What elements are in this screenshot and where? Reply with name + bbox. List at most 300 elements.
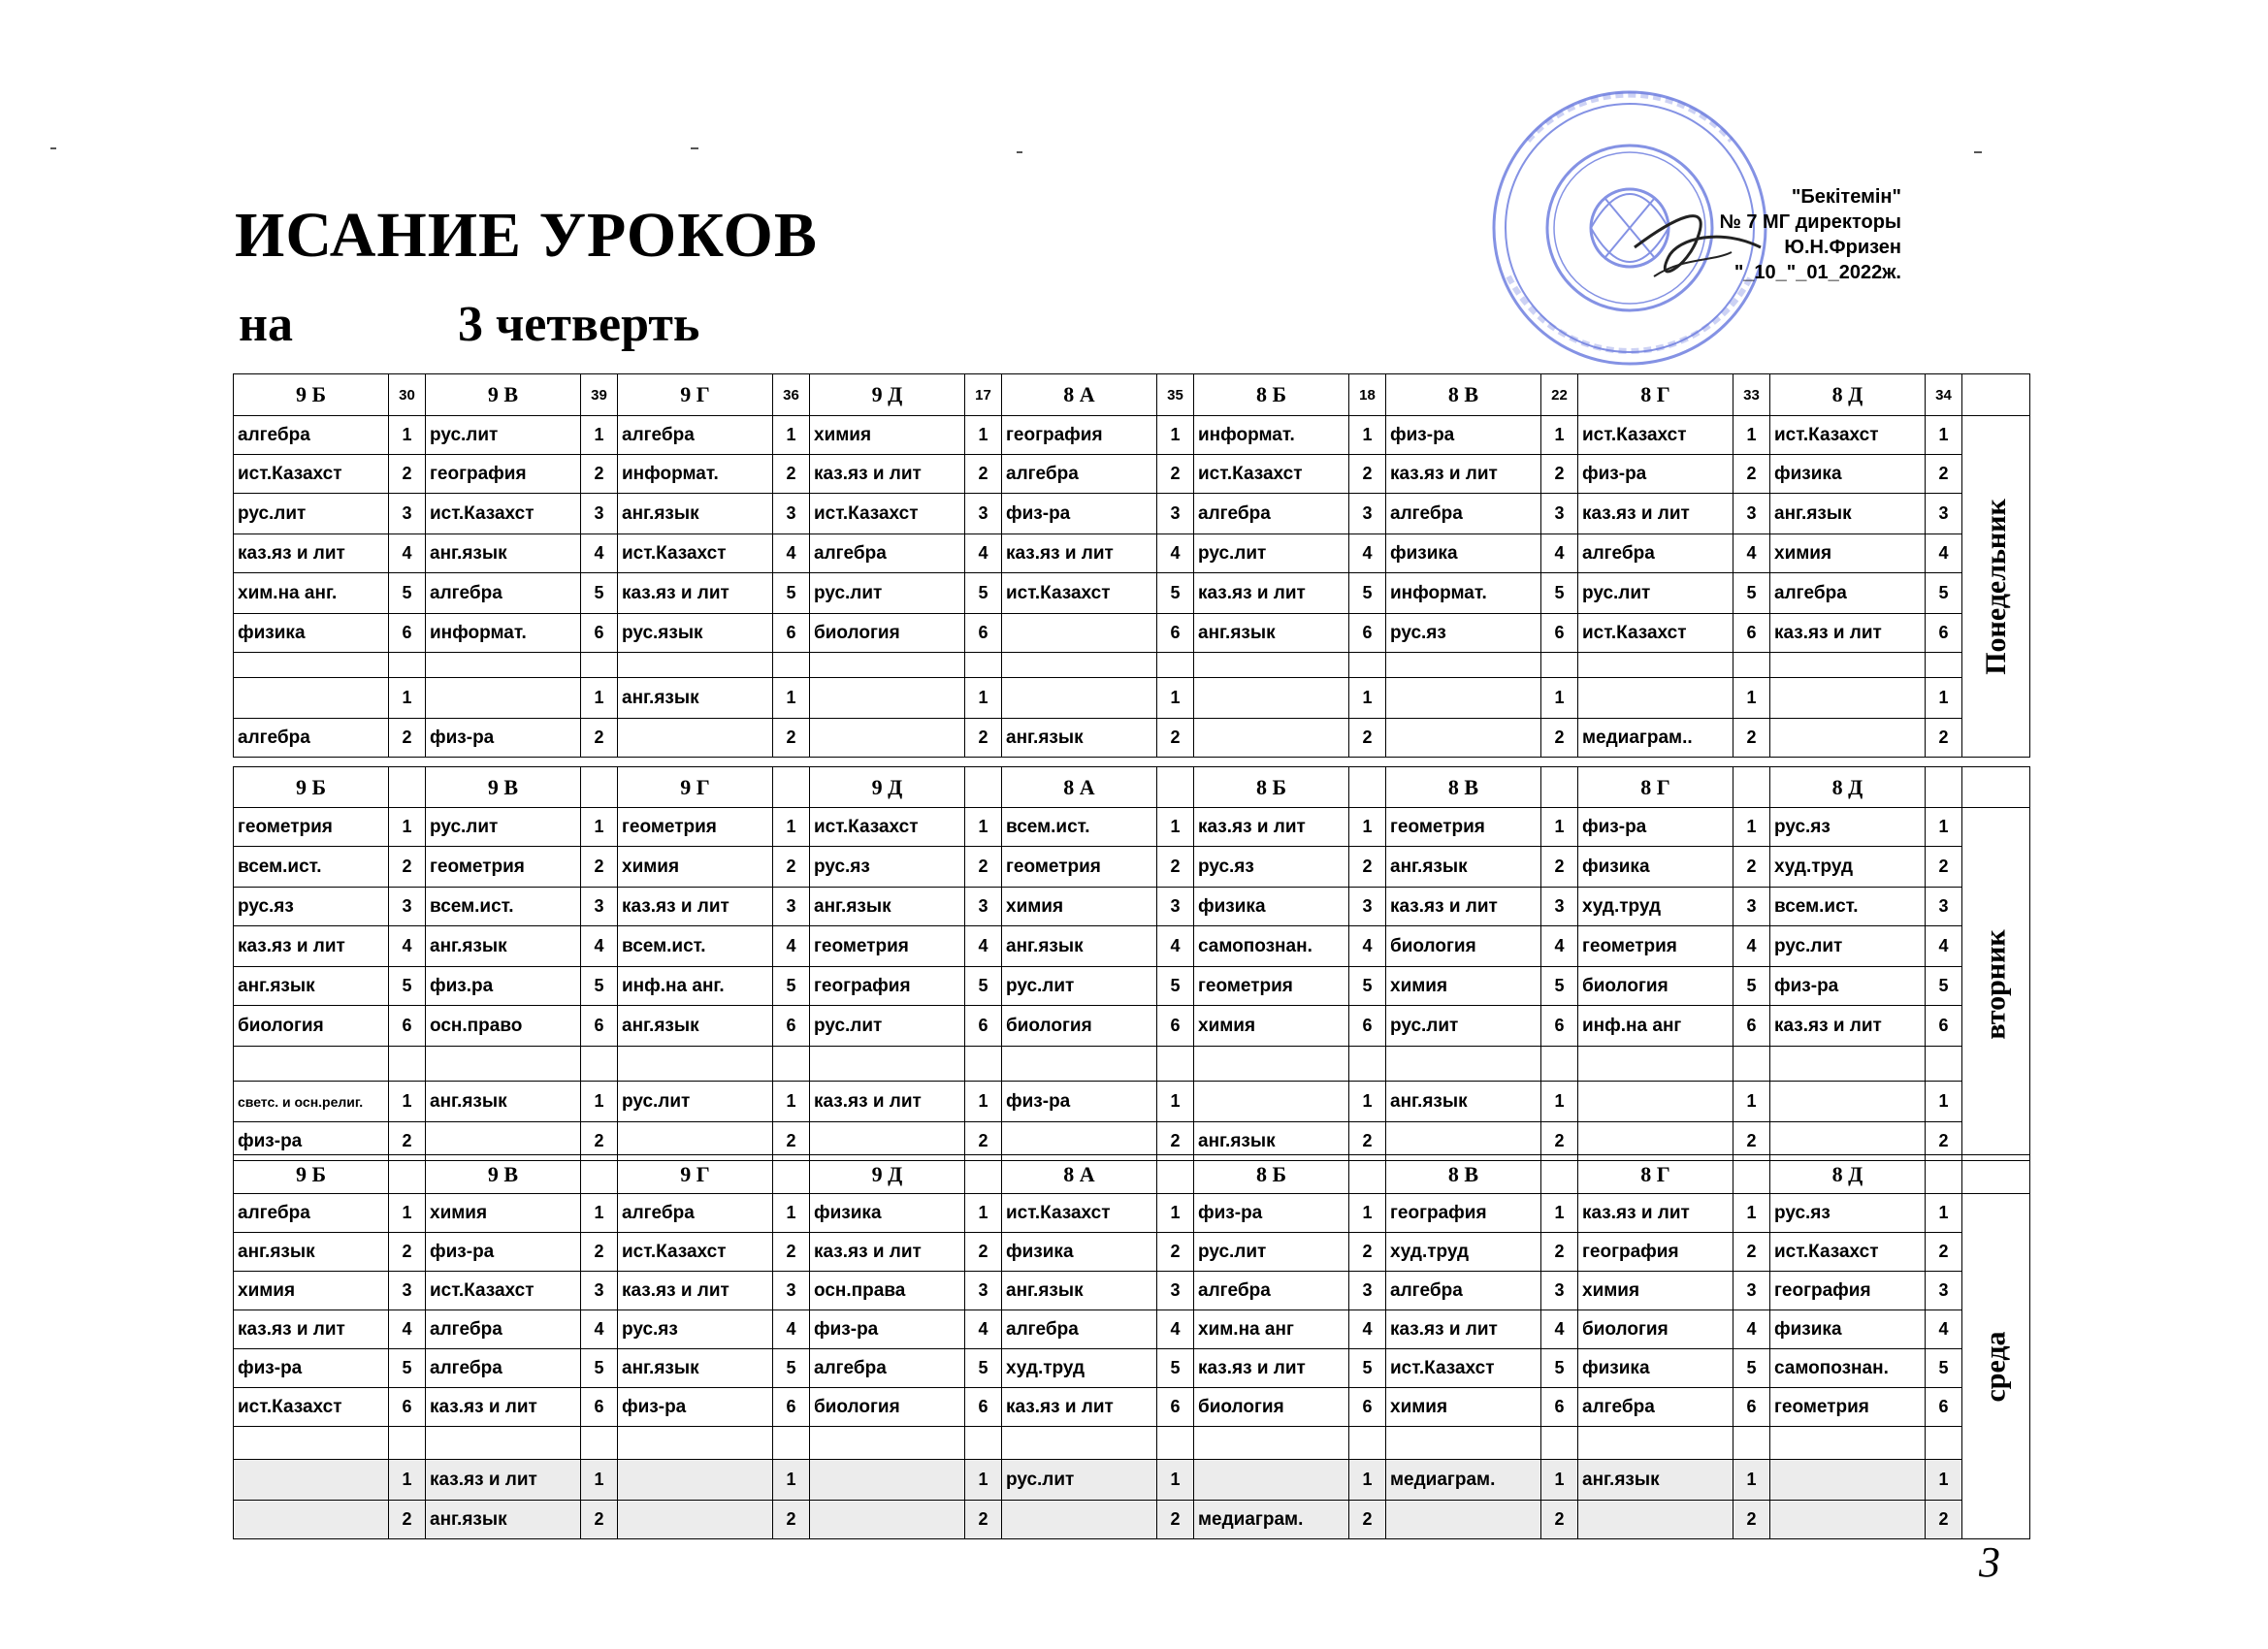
class-header: 8 В [1386,1155,1541,1194]
lesson-subject: химия [1002,888,1157,926]
lesson-number: 5 [389,573,426,614]
lesson-number: 4 [1926,534,1962,573]
lesson-subject: анг.язык [1194,1122,1349,1161]
lesson-number: 1 [389,1194,426,1233]
lesson-subject: химия [1770,534,1926,573]
lesson-subject [1002,1047,1157,1082]
room-number [389,767,426,808]
lesson-subject: анг.язык [234,1233,389,1272]
lesson-number: 1 [581,808,618,847]
lesson-number: 4 [1157,926,1194,967]
day-name: вторник [1979,928,2012,1040]
lesson-number: 5 [1541,967,1578,1006]
lesson-subject [234,653,389,678]
lesson-number: 4 [1733,926,1770,967]
lesson-subject: алгебра [1578,1388,1733,1427]
lesson-subject: анг.язык [426,926,581,967]
lesson-subject: физика [1578,1349,1733,1388]
lesson-number: 2 [965,847,1002,888]
lesson-number: 3 [1926,494,1962,534]
lesson-number: 2 [581,455,618,494]
lesson-number: 1 [389,808,426,847]
class-header: 8 А [1002,1155,1157,1194]
lesson-number: 2 [581,1501,618,1539]
lesson-subject: биология [810,1388,965,1427]
lesson-number: 2 [1733,1233,1770,1272]
class-header: 9 Д [810,767,965,808]
lesson-number: 2 [1541,847,1578,888]
lesson-subject: геометрия [1386,808,1541,847]
lesson-subject [1770,1501,1926,1539]
lesson-number: 4 [1541,534,1578,573]
lesson-number: 2 [1926,1501,1962,1539]
lesson-subject [618,1460,773,1501]
lesson-subject: каз.яз и лит [618,573,773,614]
lesson-number [1733,1047,1770,1082]
lesson-subject: физ-ра [1002,1082,1157,1122]
lesson-number: 2 [1157,455,1194,494]
lesson-number: 2 [1349,1233,1386,1272]
lesson-number: 2 [1157,1233,1194,1272]
approval-line: "_10_"_01_2022ж. [1733,262,1901,283]
lesson-subject: ист.Казахст [618,1233,773,1272]
lesson-number [1157,1047,1194,1082]
lesson-number: 1 [1926,1460,1962,1501]
lesson-number: 3 [581,494,618,534]
room-number: 34 [1926,374,1962,416]
lesson-subject: каз.яз и лит [1386,888,1541,926]
lesson-number: 5 [389,967,426,1006]
lesson-number: 4 [389,1310,426,1349]
lesson-number: 6 [389,1006,426,1047]
lesson-number [389,1427,426,1460]
class-header: 9 Г [618,1155,773,1194]
lesson-number [581,1427,618,1460]
lesson-number: 4 [965,534,1002,573]
lesson-subject: физ-ра [1002,494,1157,534]
lesson-subject: ист.Казахст [810,494,965,534]
lesson-number [1541,653,1578,678]
lesson-number [1157,653,1194,678]
lesson-subject: рус.лит [1386,1006,1541,1047]
lesson-number: 1 [965,678,1002,719]
day-name-cell [1962,808,2030,1161]
lesson-number: 1 [581,678,618,719]
lesson-number: 2 [389,1233,426,1272]
lesson-number: 2 [389,1501,426,1539]
lesson-number: 1 [1157,808,1194,847]
lesson-subject: анг.язык [1002,1272,1157,1310]
lesson-subject: физ-ра [234,1349,389,1388]
approval-line: "Бекітемін" [1791,186,1901,208]
lesson-subject [1386,678,1541,719]
lesson-subject: физ-ра [1194,1194,1349,1233]
lesson-number: 5 [389,1349,426,1388]
lesson-subject: худ.труд [1770,847,1926,888]
lesson-subject: рус.лит [1002,967,1157,1006]
lesson-number: 5 [1349,1349,1386,1388]
class-header: 9 Б [234,1155,389,1194]
page-title: ИСАНИЕ УРОКОВ [235,200,818,271]
lesson-subject [1194,653,1349,678]
lesson-number: 4 [1541,926,1578,967]
class-header: 9 В [426,1155,581,1194]
lesson-subject [1386,653,1541,678]
lesson-number: 1 [1541,678,1578,719]
lesson-subject: худ.труд [1002,1349,1157,1388]
lesson-subject: осн.права [810,1272,965,1310]
lesson-subject: ист.Казахст [1770,1233,1926,1272]
lesson-subject [810,1460,965,1501]
day-name-cell [1962,1194,2030,1539]
lesson-subject [1386,719,1541,758]
lesson-subject: анг.язык [426,534,581,573]
lesson-subject: алгебра [1002,1310,1157,1349]
lesson-number: 1 [1733,808,1770,847]
lesson-number: 1 [1349,678,1386,719]
lesson-subject: рус.лит [234,494,389,534]
lesson-number: 1 [1733,1194,1770,1233]
class-header: 9 Г [618,767,773,808]
lesson-number: 5 [773,573,810,614]
lesson-number [1157,1427,1194,1460]
class-header: 8 Г [1578,767,1733,808]
lesson-subject: худ.труд [1578,888,1733,926]
lesson-number: 1 [1349,1460,1386,1501]
lesson-subject [1386,1501,1541,1539]
lesson-subject: каз.яз и лит [1194,1349,1349,1388]
lesson-number: 4 [1349,1310,1386,1349]
class-header: 9 Б [234,767,389,808]
lesson-number: 1 [1926,1082,1962,1122]
lesson-subject: алгебра [426,1310,581,1349]
lesson-subject: анг.язык [426,1501,581,1539]
lesson-subject: анг.язык [618,1349,773,1388]
approval-line: Ю.Н.Фризен [1784,237,1901,258]
approval-block [1630,184,1901,285]
lesson-subject: алгебра [1578,534,1733,573]
lesson-number: 2 [1733,719,1770,758]
lesson-number: 3 [1733,1272,1770,1310]
room-number [1541,1155,1578,1194]
lesson-number: 5 [773,967,810,1006]
lesson-subject [234,1460,389,1501]
lesson-subject [618,719,773,758]
lesson-number: 4 [1349,926,1386,967]
lesson-subject: физ-ра [234,1122,389,1161]
lesson-subject: каз.яз и лит [618,1272,773,1310]
lesson-number: 1 [1541,416,1578,455]
lesson-subject: каз.яз и лит [1386,455,1541,494]
lesson-subject: анг.язык [1194,614,1349,653]
lesson-subject: анг.язык [426,1082,581,1122]
lesson-number: 5 [581,967,618,1006]
class-header: 8 Д [1770,767,1926,808]
lesson-number: 2 [965,455,1002,494]
room-number [389,1155,426,1194]
lesson-subject: информат. [1386,573,1541,614]
lesson-number: 2 [1926,1122,1962,1161]
class-header: 9 Д [810,1155,965,1194]
lesson-number: 2 [1349,719,1386,758]
lesson-number: 2 [1926,1233,1962,1272]
lesson-subject: алгебра [810,1349,965,1388]
lesson-subject: рус.яз [1770,1194,1926,1233]
lesson-number: 6 [581,1388,618,1427]
lesson-number: 6 [965,614,1002,653]
lesson-number: 2 [1157,1122,1194,1161]
lesson-number: 1 [389,1082,426,1122]
scan-mark [691,147,698,149]
lesson-number: 3 [1349,1272,1386,1310]
lesson-number: 6 [1733,614,1770,653]
lesson-subject: физика [1194,888,1349,926]
lesson-subject [1770,1047,1926,1082]
lesson-subject: биология [1194,1388,1349,1427]
lesson-number [773,1427,810,1460]
lesson-number: 4 [1157,1310,1194,1349]
lesson-subject: физ-ра [1578,808,1733,847]
header-end-cell [1962,1155,2030,1194]
lesson-subject: алгебра [234,1194,389,1233]
lesson-subject [1770,653,1926,678]
lesson-number: 1 [581,1194,618,1233]
lesson-number: 2 [1157,1501,1194,1539]
lesson-number: 4 [581,926,618,967]
lesson-number: 2 [1733,847,1770,888]
lesson-subject: инф.на анг. [618,967,773,1006]
lesson-number: 4 [581,1310,618,1349]
lesson-subject: всем.ист. [426,888,581,926]
lesson-subject: информат. [1194,416,1349,455]
room-number: 18 [1349,374,1386,416]
lesson-subject: ист.Казахст [1578,416,1733,455]
lesson-number: 4 [389,534,426,573]
lesson-number: 2 [1349,847,1386,888]
lesson-subject: каз.яз и лит [810,1233,965,1272]
lesson-number: 6 [1733,1006,1770,1047]
lesson-number: 6 [581,1006,618,1047]
lesson-number: 2 [581,719,618,758]
lesson-number: 5 [581,1349,618,1388]
lesson-subject: каз.яз и лит [234,534,389,573]
lesson-number: 2 [389,1122,426,1161]
class-header: 9 Д [810,374,965,416]
lesson-number: 6 [965,1388,1002,1427]
lesson-subject [1194,1427,1349,1460]
class-header: 8 Д [1770,374,1926,416]
lesson-number: 2 [389,455,426,494]
lesson-subject [1770,719,1926,758]
lesson-number: 2 [1349,1501,1386,1539]
lesson-number: 1 [581,416,618,455]
lesson-number: 6 [1541,614,1578,653]
lesson-subject [1770,1427,1926,1460]
class-header: 9 Б [234,374,389,416]
lesson-subject [1770,1460,1926,1501]
lesson-subject [426,1427,581,1460]
day-name-cell [1962,416,2030,758]
lesson-subject: химия [810,416,965,455]
lesson-number: 3 [1541,1272,1578,1310]
lesson-number: 3 [1349,888,1386,926]
lesson-subject: каз.яз и лит [234,926,389,967]
lesson-subject [234,1501,389,1539]
lesson-subject: каз.яз и лит [810,455,965,494]
lesson-subject: медиаграм. [1194,1501,1349,1539]
lesson-subject: алгебра [1770,573,1926,614]
lesson-subject [1002,614,1157,653]
lesson-number: 2 [773,719,810,758]
room-number: 30 [389,374,426,416]
lesson-number: 1 [1733,678,1770,719]
lesson-number: 4 [1733,534,1770,573]
lesson-subject [1386,1427,1541,1460]
lesson-subject: алгебра [1386,494,1541,534]
lesson-number [581,653,618,678]
lesson-number: 5 [965,967,1002,1006]
lesson-subject: алгебра [426,1349,581,1388]
lesson-number: 2 [389,847,426,888]
lesson-number: 4 [965,1310,1002,1349]
lesson-number: 1 [1926,416,1962,455]
room-number: 35 [1157,374,1194,416]
room-number [1541,767,1578,808]
lesson-subject: всем.ист. [1770,888,1926,926]
lesson-subject: рус.яз [1770,808,1926,847]
lesson-subject [1578,1427,1733,1460]
lesson-number: 1 [389,416,426,455]
lesson-number: 1 [1926,808,1962,847]
lesson-number: 1 [1157,1460,1194,1501]
lesson-number: 1 [965,808,1002,847]
lesson-number [581,1047,618,1082]
lesson-subject: каз.яз и лит [234,1310,389,1349]
lesson-number: 1 [1541,1194,1578,1233]
lesson-subject: анг.язык [1386,1082,1541,1122]
lesson-number: 6 [773,614,810,653]
lesson-number: 5 [1926,573,1962,614]
lesson-subject [618,1501,773,1539]
lesson-subject: геометрия [1194,967,1349,1006]
lesson-number: 2 [1733,1501,1770,1539]
class-header: 8 Б [1194,767,1349,808]
lesson-number: 3 [1926,1272,1962,1310]
lesson-number: 2 [1349,455,1386,494]
class-header: 8 Б [1194,374,1349,416]
lesson-subject [810,1427,965,1460]
room-number: 33 [1733,374,1770,416]
lesson-subject: ист.Казахст [810,808,965,847]
lesson-subject: светс. и осн.религ. [234,1082,389,1122]
lesson-subject: информат. [426,614,581,653]
lesson-subject [1578,1047,1733,1082]
page-subtitle [239,296,699,353]
lesson-number: 6 [1157,1006,1194,1047]
lesson-number: 1 [1349,416,1386,455]
lesson-subject: всем.ист. [618,926,773,967]
class-header: 9 В [426,767,581,808]
lesson-number: 1 [1733,1082,1770,1122]
lesson-number: 4 [389,926,426,967]
lesson-number: 6 [1926,1388,1962,1427]
lesson-number: 5 [581,573,618,614]
class-header: 8 В [1386,767,1541,808]
lesson-subject: физ-ра [618,1388,773,1427]
lesson-number: 3 [389,1272,426,1310]
class-header: 8 В [1386,374,1541,416]
lesson-subject: химия [1194,1006,1349,1047]
lesson-subject: каз.яз и лит [618,888,773,926]
lesson-number: 2 [1541,1122,1578,1161]
lesson-subject [1578,678,1733,719]
lesson-number: 6 [389,1388,426,1427]
lesson-subject: анг.язык [618,678,773,719]
room-number: 36 [773,374,810,416]
lesson-subject [1002,653,1157,678]
lesson-subject: каз.яз и лит [1770,1006,1926,1047]
lesson-subject: химия [234,1272,389,1310]
lesson-subject: анг.язык [1002,719,1157,758]
lesson-number: 1 [1157,1194,1194,1233]
lesson-number: 1 [965,1460,1002,1501]
lesson-number: 4 [581,534,618,573]
class-header: 8 Б [1194,1155,1349,1194]
class-header: 8 Г [1578,374,1733,416]
lesson-number [965,653,1002,678]
room-number [1926,767,1962,808]
lesson-subject: рус.лит [426,808,581,847]
lesson-subject: медиаграм.. [1578,719,1733,758]
lesson-number: 3 [965,1272,1002,1310]
lesson-number [773,653,810,678]
lesson-number: 1 [1541,1082,1578,1122]
lesson-subject: анг.язык [234,967,389,1006]
lesson-number: 2 [1157,847,1194,888]
lesson-number: 1 [1349,1082,1386,1122]
room-number [965,1155,1002,1194]
lesson-number [1926,653,1962,678]
lesson-number: 5 [1157,1349,1194,1388]
lesson-subject: каз.яз и лит [1002,1388,1157,1427]
lesson-subject: анг.язык [1002,926,1157,967]
lesson-number: 5 [1926,967,1962,1006]
lesson-subject: биология [234,1006,389,1047]
lesson-number: 5 [965,573,1002,614]
lesson-subject: рус.яз [1194,847,1349,888]
lesson-number: 6 [965,1006,1002,1047]
room-number [773,1155,810,1194]
lesson-subject: биология [1002,1006,1157,1047]
lesson-subject: физика [1002,1233,1157,1272]
room-number [1349,767,1386,808]
lesson-number: 3 [1733,494,1770,534]
room-number [581,1155,618,1194]
scan-mark [1974,151,1982,153]
lesson-subject: биология [1386,926,1541,967]
lesson-subject: ист.Казахст [1194,455,1349,494]
lesson-subject: химия [618,847,773,888]
lesson-subject [810,719,965,758]
class-header: 8 А [1002,767,1157,808]
lesson-number: 4 [1541,1310,1578,1349]
lesson-number: 2 [965,1501,1002,1539]
lesson-subject: алгебра [618,416,773,455]
header-end-cell [1962,767,2030,808]
lesson-number: 2 [965,1233,1002,1272]
lesson-number: 3 [1157,1272,1194,1310]
lesson-number [1733,1427,1770,1460]
